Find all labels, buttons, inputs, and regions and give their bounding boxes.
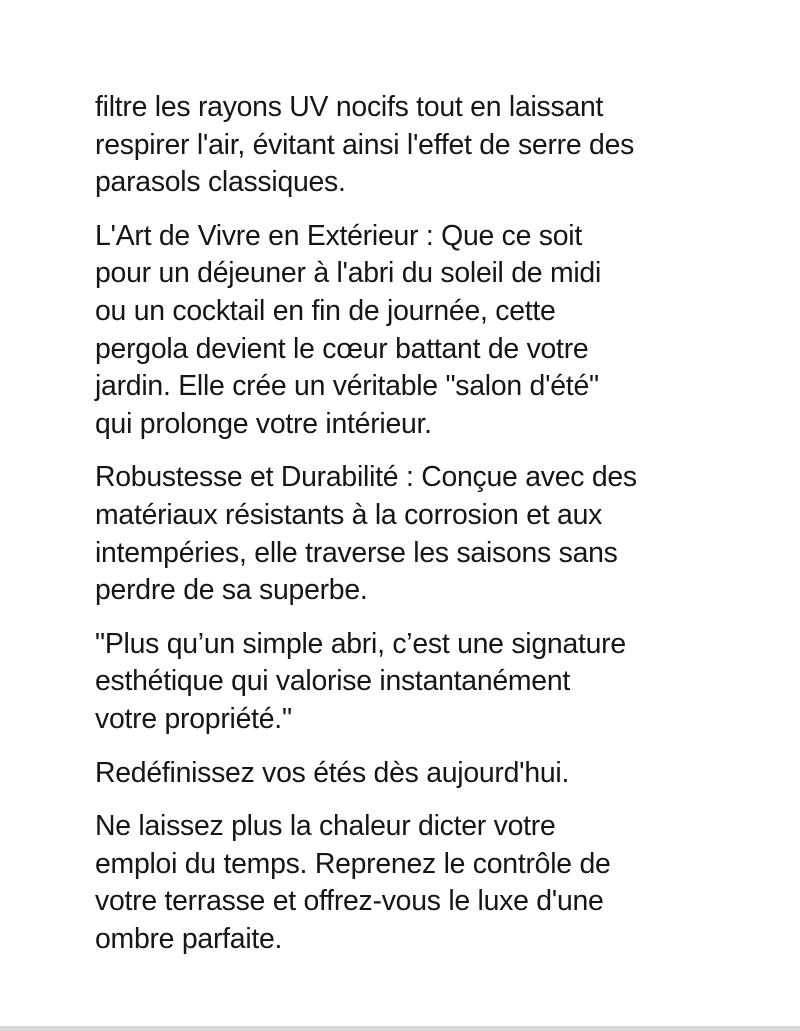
text-line: intempéries, elle traverse les saisons sans	[95, 536, 618, 569]
text-line: perdre de sa superbe.	[95, 574, 368, 607]
text-line: "Plus qu’un simple abri, c’est une signature	[95, 627, 626, 660]
text-line: Redéfinissez vos étés dès aujourd'hui.	[95, 756, 570, 789]
text-line: votre terrasse et offrez-vous le luxe d'une	[95, 885, 604, 918]
bottom-divider	[0, 1026, 800, 1031]
text-line: pour un déjeuner à l'abri du soleil de midi	[95, 257, 602, 290]
text-line: votre propriété."	[95, 702, 292, 735]
text-line: parasols classiques.	[95, 166, 346, 199]
text-line: qui prolonge votre intérieur.	[95, 407, 432, 440]
text-line: Ne laissez plus la chaleur dicter votre	[95, 810, 556, 843]
paragraph-quote	[95, 626, 735, 739]
text-line: matériaux résistants à la corrosion et aux	[95, 498, 603, 531]
text-line: jardin. Elle crée un véritable "salon d'été"	[95, 370, 599, 403]
text-line: ombre parfaite.	[95, 922, 283, 955]
document-page	[95, 89, 735, 974]
text-line: esthétique qui valorise instantanément	[95, 665, 571, 698]
text-line: filtre les rayons UV nocifs tout en laissant	[95, 91, 604, 123]
text-line: pergola devient le cœur battant de votre	[95, 332, 589, 365]
text-line: L'Art de Vivre en Extérieur : Que ce soit	[95, 219, 582, 252]
paragraph-uv-filter	[95, 89, 735, 202]
paragraph-conclusion	[95, 808, 735, 958]
paragraph-redefinissez	[95, 755, 735, 793]
text-line: emploi du temps. Reprenez le contrôle de	[95, 847, 611, 880]
text-line: Robustesse et Durabilité : Conçue avec des	[95, 461, 637, 494]
paragraph-robustesse	[95, 459, 735, 609]
text-line: respirer l'air, évitant ainsi l'effet de serre des	[95, 128, 635, 161]
paragraph-art-de-vivre	[95, 218, 735, 444]
text-line: ou un cocktail en fin de journée, cette	[95, 294, 556, 327]
